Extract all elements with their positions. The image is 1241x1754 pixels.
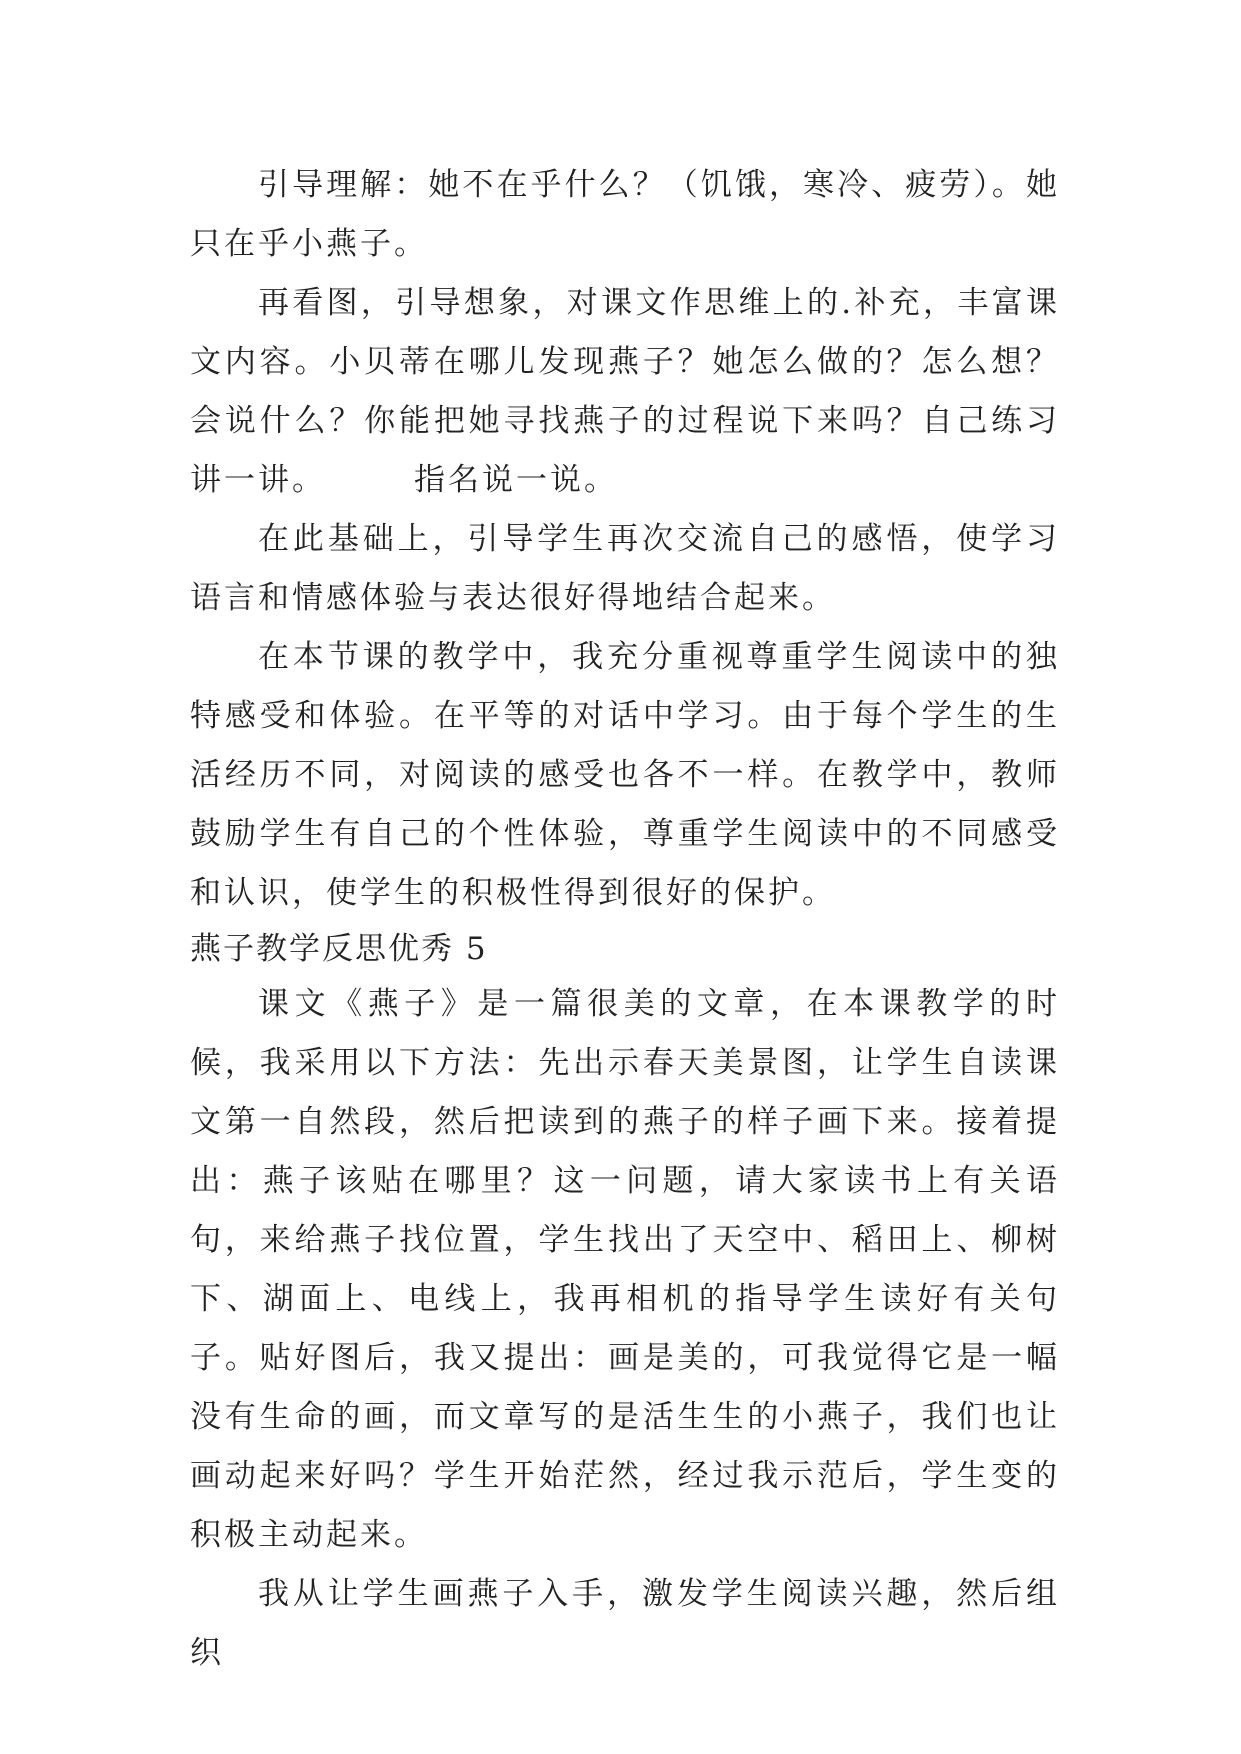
paragraph: 引导理解：她不在乎什么？（饥饿，寒冷、疲劳）。她只在乎小燕子。 [190,167,1060,262]
paragraph [190,274,1060,510]
paragraph-tail: 指名说一说。 [414,462,618,498]
paragraph: 课文《燕子》是一篇很美的文章，在本课教学的时候，我采用以下方法：先出示春天美景图，让学生自读课文第一自然段，然后把读到的燕子的样子画下来。接着提出：燕子该贴在哪里？这一问题，请大家读书上有关语句，来给燕子找位置，学生找出了天空中、稻田上、柳树下、湖面上、电线上，我再相机的指导学生读好有关句子。贴好图后，我又提出：画是美的，可我觉得它是一幅没有生命的画，而文章写的是活生生的小燕子，我们也让画动起来好吗？学生开始茫然，经过我示范后，学生变的积极主动起来。 [190,986,1060,1553]
paragraph: 我从让学生画燕子入手，激发学生阅读兴趣，然后组织 [190,1576,1060,1671]
paragraph: 在此基础上，引导学生再次交流自己的感悟，使学习语言和情感体验与表达很好得地结合起来。 [190,521,1060,616]
document-body [190,156,1060,1683]
section-heading: 燕子教学反思优秀 5 [190,931,488,967]
paragraph-text: 再看图，引导想象，对课文作思维上的.补充，丰富课文内容。小贝蒂在哪儿发现燕子？她怎么做的？怎么想？会说什么？你能把她寻找燕子的过程说下来吗？自己练习讲一讲。 [190,285,1060,498]
paragraph: 在本节课的教学中，我充分重视尊重学生阅读中的独特感受和体验。在平等的对话中学习。由于每个学生的生活经历不同，对阅读的感受也各不一样。在教学中，教师鼓励学生有自己的个性体验，尊重学生阅读中的不同感受和认识，使学生的积极性得到很好的保护。 [190,639,1060,911]
